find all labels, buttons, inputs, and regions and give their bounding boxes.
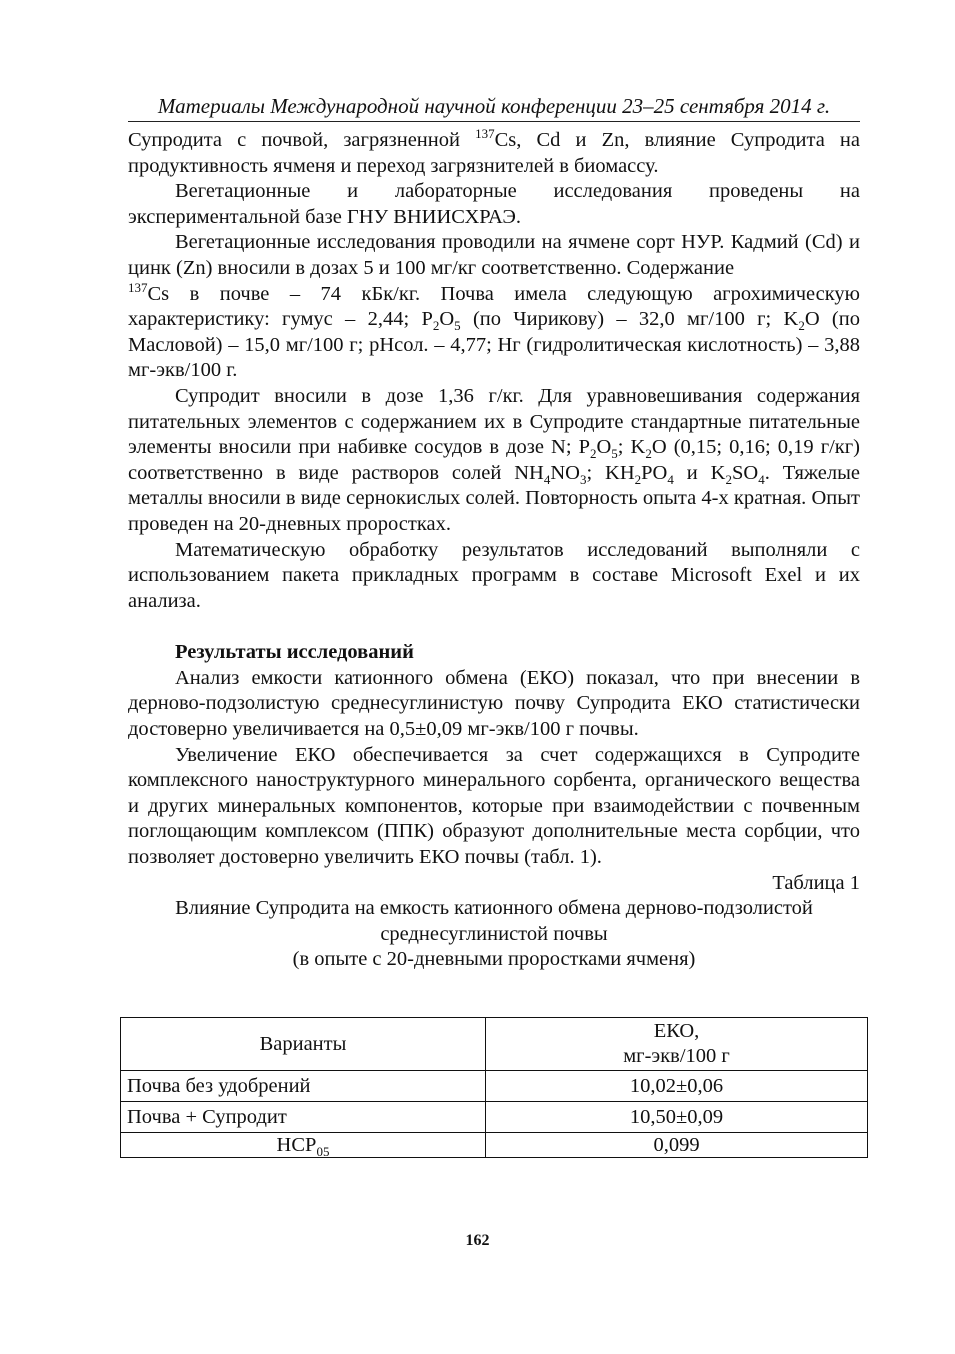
subscript: 5	[454, 318, 461, 334]
superscript: 137	[475, 126, 495, 142]
subscript: 4	[758, 471, 765, 487]
table-title-line-1: Влияние Супродита на емкость катионного обмена дерново-подзолистой	[175, 897, 813, 920]
table-label: Таблица 1	[772, 871, 860, 894]
text-span: ; KH	[586, 461, 635, 484]
text-span: . Тяжелые металлы вносили в виде сернокислых солей. Повторность опыта 4-х кратная. Опыт проведен на 20-дневных проростках.	[128, 461, 860, 535]
table-title-line-3: (в опыте с 20-дневными проростками ячменя)	[292, 948, 696, 971]
data-table	[120, 1017, 868, 1158]
variant-cell: Почва + Супродит	[121, 1102, 486, 1133]
paragraph-3	[128, 230, 860, 384]
value-cell: 10,02±0,06	[486, 1071, 868, 1102]
paragraph-4	[128, 384, 860, 538]
subscript: 05	[316, 1144, 330, 1160]
header-line: мг-экв/100 г	[623, 1045, 730, 1067]
nsr-label-cell	[121, 1133, 486, 1158]
text-span: SO	[731, 461, 759, 484]
running-header: Материалы Международной научной конференции 23–25 сентября 2014 г.	[128, 92, 860, 122]
subscript: 2	[798, 318, 805, 334]
subscript: 4	[543, 471, 551, 487]
table-row-nsr	[121, 1133, 868, 1158]
text-span: и K	[673, 461, 726, 484]
subscript: 2	[432, 318, 440, 334]
subscript: 2	[725, 471, 732, 487]
paragraph-2: Вегетационные и лабораторные исследования проведены на экспериментальной базе ГНУ ВНИИСХРАЭ.	[128, 180, 860, 228]
superscript: 137	[128, 279, 148, 295]
text-span: O	[439, 308, 455, 331]
page-number: 162	[465, 1232, 490, 1249]
text-span: Cs, Cd и Zn, влияние Супродита на продуктивность ячменя и переход загрязнителей в биомассу.	[128, 129, 860, 177]
table-row	[121, 1071, 868, 1102]
text-span: PO	[641, 461, 668, 484]
value-cell: 10,50±0,09	[486, 1102, 868, 1133]
text-span: O	[596, 436, 612, 459]
paragraph-6: Анализ емкости катионного обмена (ЕКО) показал, что при внесении в дерново-подзолистую среднесуглинистую почву Супродита ЕКО статистически достоверно увеличивается на 0,5±0,09 мг-экв/100 г почвы.	[128, 666, 860, 741]
paragraph-7: Увеличение ЕКО обеспечивается за счет содержащихся в Супродите комплексного наноструктурного минерального сорбента, органического вещества и других минеральных компонентов, которые при взаимодействии с почвенным поглощающим комплексом (ППК) образуют дополнительные места сорбции, что позволяет достоверно увеличить ЕКО почвы (табл. 1).	[128, 743, 860, 869]
subscript: 2	[645, 446, 652, 462]
paragraph-5: Математическую обработку результатов исследований выполняли с использованием пакета прикладных программ в составе Microsoft Exel и их анализа.	[128, 538, 860, 612]
text-span: NO	[550, 461, 580, 484]
subscript: 3	[579, 471, 587, 487]
paragraph-1	[128, 128, 860, 179]
section-heading: Результаты исследований	[175, 641, 414, 664]
column-header-variants: Варианты	[121, 1018, 486, 1071]
text-span: Супродита с почвой, загрязненной	[128, 129, 476, 151]
nsr-value-cell: 0,099	[486, 1133, 868, 1158]
column-header-eko	[486, 1018, 868, 1071]
subscript: 4	[667, 471, 674, 487]
data-table-wrapper	[120, 1017, 868, 1158]
subscript: 5	[611, 446, 618, 462]
subscript: 2	[634, 471, 642, 487]
text-span: O (по Масловой) – 15,0 мг/100 г; pHсол. – 4,77; Hг (гидролитическая кислотность) – 3,88 мг-экв/100 г.	[128, 308, 860, 382]
body-text	[128, 128, 860, 973]
nsr-label: НСР	[276, 1134, 317, 1156]
table-row	[121, 1102, 868, 1133]
text-span: (по Чирикову) – 32,0 мг/100 г; K	[460, 308, 799, 331]
text-span: Супродит вносили в дозе 1,36 г/кг. Для уравновешивания содержания питательных элементов с содержанием их в Супродите стандартные питательные элементы вносили при набивке сосудов в дозе N; P	[128, 384, 860, 459]
table-title-line-2: среднесуглинистой почвы	[380, 922, 608, 945]
subscript: 2	[589, 446, 597, 462]
text-span: Cs в почве – 74 кБк/кг. Почва имела следующую агрохимическую характеристику: гумус – 2,44; P	[128, 282, 860, 331]
text-span: O (0,15; 0,16; 0,19 г/кг) соответственно в виде растворов солей NH	[128, 436, 861, 484]
table-header-row	[121, 1018, 868, 1071]
header-line: ЕКО,	[653, 1020, 700, 1042]
text-span: ; K	[617, 436, 646, 459]
text-span: Вегетационные исследования проводили на ячмене сорт НУР. Кадмий (Cd) и цинк (Zn) вносили в дозах 5 и 100 мг/кг соответственно. Содержание	[128, 231, 860, 279]
variant-cell: Почва без удобрений	[121, 1071, 486, 1102]
